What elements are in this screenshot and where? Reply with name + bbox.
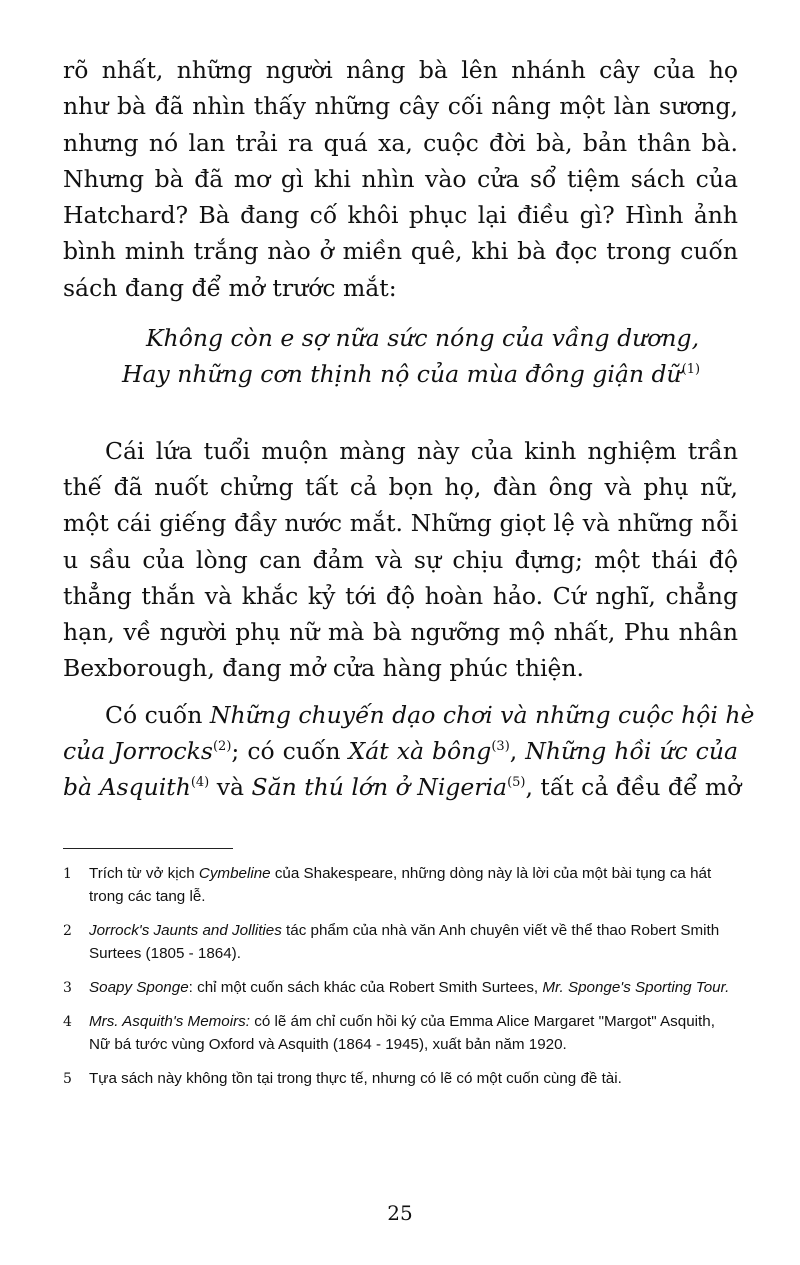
work-title: Mr. Sponge's Sporting Tour. (542, 979, 730, 996)
text-line: u sầu của lòng can đảm và sự chịu đựng; một thái độ (63, 545, 738, 574)
text-run: , tất cả đều để mở (525, 773, 742, 802)
footnote-text: tác phẩm của nhà văn Anh chuyên viết về thể thao Robert Smith Surtees (1805 - 1864). (89, 922, 720, 962)
footnote-text: có lẽ ám chỉ cuốn hồi ký của Emma Alice Margaret "Margot" Asquith, Nữ bá tước vùng Oxford và Asquith (1864 - 1945), xuất bản năm 1920. (89, 1013, 715, 1053)
footnote-number: 1 (63, 866, 72, 882)
text-run: Có cuốn (105, 700, 210, 729)
text-line: nhưng nó lan trải ra quá xa, cuộc đời bà, bản thân bà. (63, 128, 738, 157)
book-title: Săn thú lớn ở Nigeria (251, 773, 508, 802)
book-page (63, 52, 755, 806)
text-line: thẳng thắn và khắc kỷ tới độ hoàn hảo. Cứ nghĩ, chẳng (63, 581, 738, 610)
text-run: ; có cuốn (231, 737, 349, 766)
verse-line-2 (63, 356, 738, 392)
verse-quote (63, 320, 738, 393)
footnote-ref: (2) (212, 739, 232, 755)
verse-line-1: Không còn e sợ nữa sức nóng của vầng dương, (146, 324, 700, 353)
text-line (63, 697, 755, 733)
text-line (63, 769, 742, 805)
footnote-ref: (5) (507, 775, 526, 791)
book-title: của Jorrocks (63, 737, 213, 766)
text-line: Hatchard? Bà đang cố khôi phục lại điều gì? Hình ảnh (63, 201, 738, 230)
book-title: Xát xà bông (348, 737, 492, 766)
work-title: Mrs. Asquith's Memoirs: (89, 1013, 250, 1030)
verse-line-2-text: Hay những cơn thịnh nộ của mùa đông giận dữ (122, 360, 682, 389)
text-line: thế đã nuốt chửng tất cả bọn họ, đàn ông và phụ nữ, (63, 472, 738, 501)
work-title: Cymbeline (198, 865, 271, 882)
work-title: Jorrock's Jaunts and Jollities (89, 922, 282, 939)
paragraph-3 (63, 697, 755, 806)
paragraph-1 (63, 52, 738, 306)
footnote-ref: (3) (491, 739, 510, 755)
paragraph-2 (63, 433, 738, 687)
book-title: Những hồi ức của (525, 737, 738, 766)
text-line: Bexborough, đang mở cửa hàng phúc thiện. (63, 654, 584, 683)
footnote-text: : chỉ một cuốn sách khác của Robert Smith Surtees, (188, 979, 543, 996)
footnote-5 (63, 1067, 738, 1090)
text-line (63, 733, 738, 769)
footnote-2 (63, 919, 738, 965)
footnote-number: 4 (63, 1014, 72, 1030)
footnote-1 (63, 862, 738, 908)
page-number: 25 (387, 1201, 413, 1225)
book-title: Những chuyến dạo chơi và những cuộc hội hè (209, 700, 755, 729)
text-line: sách đang để mở trước mắt: (63, 273, 397, 302)
text-line: như bà đã nhìn thấy những cây cối nâng một làn sương, (63, 92, 738, 121)
text-line: hạn, về người phụ nữ mà bà ngưỡng mộ nhất, Phu nhân (63, 618, 738, 647)
text-line: rõ nhất, những người nâng bà lên nhánh cây của họ (63, 56, 738, 84)
footnote-text: của Shakespeare, những dòng này là lời của một bài tụng ca hát trong các tang lễ. (89, 865, 712, 905)
work-title: Soapy Sponge (89, 979, 189, 996)
text-run: và (209, 773, 252, 802)
footnote-text: Trích từ vở kịch (89, 865, 199, 882)
footnote-ref: (4) (190, 775, 210, 791)
text-run: , (509, 737, 526, 766)
footnote-number: 3 (63, 980, 72, 996)
text-line: Nhưng bà đã mơ gì khi nhìn vào cửa sổ tiệm sách của (63, 164, 738, 193)
footnote-ref: (1) (681, 362, 701, 378)
book-title: bà Asquith (63, 773, 191, 802)
text-line: bình minh trắng nào ở miền quê, khi bà đọc trong cuốn (63, 237, 738, 266)
footnote-3 (63, 976, 738, 999)
footnote-text: Tựa sách này không tồn tại trong thực tế, nhưng có lẽ có một cuốn cùng đề tài. (89, 1070, 622, 1087)
footnote-number: 2 (63, 923, 72, 939)
footnotes (63, 862, 738, 1101)
text-line: Cái lứa tuổi muộn màng này của kinh nghiệm trần (105, 436, 738, 465)
footnote-number: 5 (63, 1071, 72, 1087)
text-line: một cái giếng đầy nước mắt. Những giọt lệ và những nỗi (63, 509, 738, 538)
footnote-divider (63, 848, 233, 849)
footnote-4 (63, 1010, 738, 1056)
